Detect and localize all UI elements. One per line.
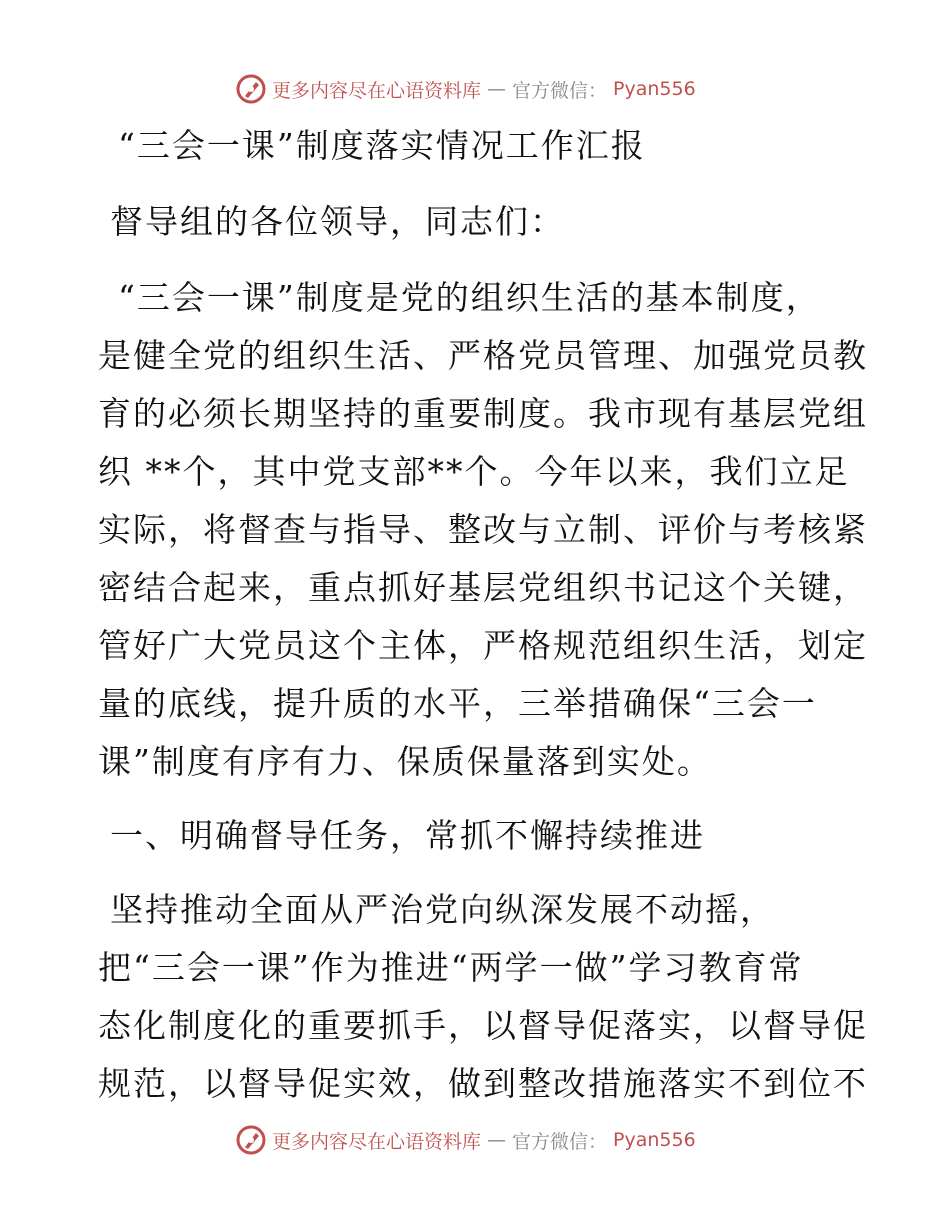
paragraph-line: 规范，以督导促实效，做到整改措施落实不到位不 <box>98 1064 868 1103</box>
watermark-dash: — <box>487 78 507 100</box>
section-heading: 一、明确督导任务，常抓不懈持续推进 <box>110 816 705 855</box>
paragraph-line: 育的必须长期坚持的重要制度。我市现有基层党组 <box>98 394 868 433</box>
salutation: 督导组的各位领导，同志们： <box>110 202 565 241</box>
paragraph-line: 实际，将督查与指导、整改与立制、评价与考核紧 <box>98 510 868 549</box>
watermark-site-text: 更多内容尽在心语资料库 <box>272 79 482 102</box>
paragraph-line: 密结合起来，重点抓好基层党组织书记这个关键， <box>98 568 868 607</box>
paragraph-line: 把“三会一课”作为推进“两学一做”学习教育常 <box>98 948 804 987</box>
watermark-footer <box>236 1123 696 1157</box>
watermark-wechat-label: 官方微信： <box>512 79 608 102</box>
watermark-wechat-id: Pyan556 <box>613 78 696 100</box>
pen-logo-icon <box>236 1125 266 1155</box>
watermark-header <box>236 72 696 106</box>
watermark-wechat-label: 官方微信： <box>512 1130 608 1153</box>
paragraph-line: 是健全党的组织生活、严格党员管理、加强党员教 <box>98 336 868 375</box>
paragraph-line: 态化制度化的重要抓手，以督导促落实，以督导促 <box>98 1006 868 1045</box>
paragraph-line: 课”制度有序有力、保质保量落到实处。 <box>98 742 712 781</box>
watermark-wechat-id: Pyan556 <box>613 1129 696 1151</box>
pen-logo-icon <box>236 74 266 104</box>
paragraph-line: 量的底线，提升质的水平，三举措确保“三会一 <box>98 684 817 723</box>
paragraph-line: 坚持推动全面从严治党向纵深发展不动摇， <box>110 890 775 929</box>
paragraph-line: “三会一课”制度是党的组织生活的基本制度， <box>118 278 821 317</box>
watermark-dash: — <box>487 1129 507 1151</box>
watermark-site-text: 更多内容尽在心语资料库 <box>272 1130 482 1153</box>
paragraph-line: 管好广大党员这个主体，严格规范组织生活，划定 <box>98 626 868 665</box>
paragraph-line: 织 **个，其中党支部**个。今年以来，我们立足 <box>98 452 850 491</box>
document-title: “三会一课”制度落实情况工作汇报 <box>118 126 646 165</box>
